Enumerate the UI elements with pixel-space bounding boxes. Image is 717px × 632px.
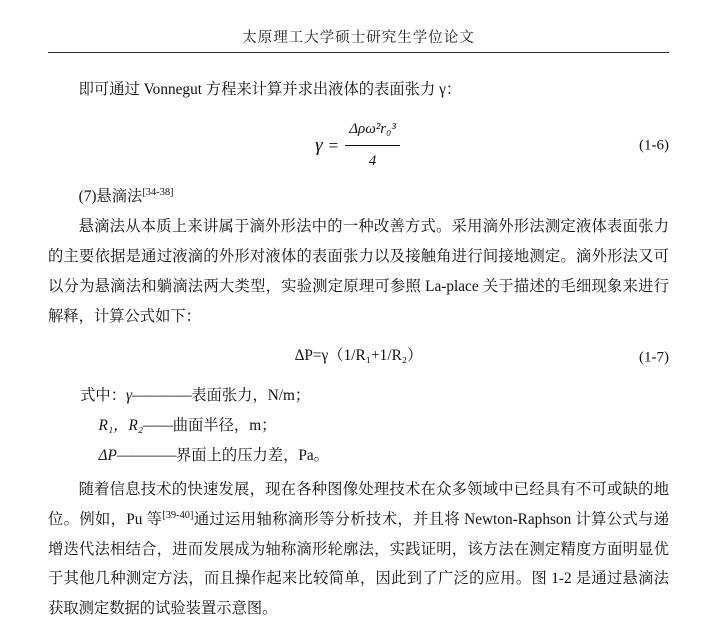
equation-1-6-row [48, 115, 669, 177]
definition-2 [48, 441, 669, 471]
definition-1-symbol: R₁，R₂ [98, 417, 144, 435]
equation-1-6-denominator: 4 [368, 153, 377, 170]
definition-2-dashes: ———— [116, 447, 176, 465]
equation-1-6-number: (1-6) [639, 136, 669, 153]
equation-1-6-equals: = [328, 136, 339, 155]
equation-1-7: ΔP=γ（1/R₁+1/R₂） [294, 347, 423, 365]
definition-2-symbol: ΔP [98, 447, 117, 465]
section-heading-label: (7)悬滴法 [78, 188, 143, 206]
paragraph-2 [48, 471, 669, 624]
document-body [48, 53, 669, 624]
paragraph-2-part1: 随着信息技术的快速发展，现在各种图像处理技术在众多领域中已经具有不可或缺的地位。例如，Pu 等 [48, 480, 669, 528]
section-heading-citation: [34-38] [142, 187, 174, 199]
definition-0-symbol: γ [126, 387, 133, 405]
paragraph-1: 悬滴法从本质上来讲属于滴外形法中的一种改善方式。采用滴外形法测定液体表面张力的主要依据是通过液滴的外形对液体的表面张力以及接触角进行间接地测定。滴外形法又可以分为悬滴法和躺滴法两大类型，实验测定原理可参照 La-place 关于描述的毛细现象来进行解释，计算公式如下： [48, 218, 669, 325]
intro-paragraph: 即可通过 Vonnegut 方程来计算并求出液体的表面张力 γ： [78, 81, 462, 98]
definition-0-text: 表面张力，N/m； [191, 387, 311, 405]
page-header: 太原理工大学硕士研究生学位论文 [242, 30, 475, 46]
equation-1-6-numerator: Δρω²r₀³ [345, 115, 400, 146]
equation-1-7-number: (1-7) [639, 349, 669, 366]
definition-0-dashes: ———— [132, 387, 192, 405]
equation-1-7-row [48, 341, 669, 375]
paragraph-2-citation: [39-40] [162, 509, 194, 521]
section-heading [48, 182, 669, 212]
equation-1-6-fraction [345, 115, 400, 177]
equation-1-6 [48, 115, 669, 177]
where-line [48, 381, 669, 411]
definition-1-dashes: —— [143, 417, 173, 435]
where-label: 式中： [80, 387, 127, 405]
definition-1-text: 曲面半径，m； [172, 417, 277, 435]
equation-1-6-lhs: γ [315, 135, 323, 157]
definition-1 [48, 411, 669, 441]
definition-2-text: 界面上的压力差，Pa。 [176, 447, 329, 465]
paragraph-2-part2: 通过运用轴称滴形等分析技术，并且将 Newton-Raphson 计算公式与递增迭代法相结合，进而发展成为轴称滴形轮廓法，实践证明，该方法在测定精度方面明显优于其他几种测定方法，而且操作起来比较简单，因此到了广泛的应用。图 1-2 是通过悬滴法获取测定数据的试验装置示意图。 [48, 510, 669, 618]
